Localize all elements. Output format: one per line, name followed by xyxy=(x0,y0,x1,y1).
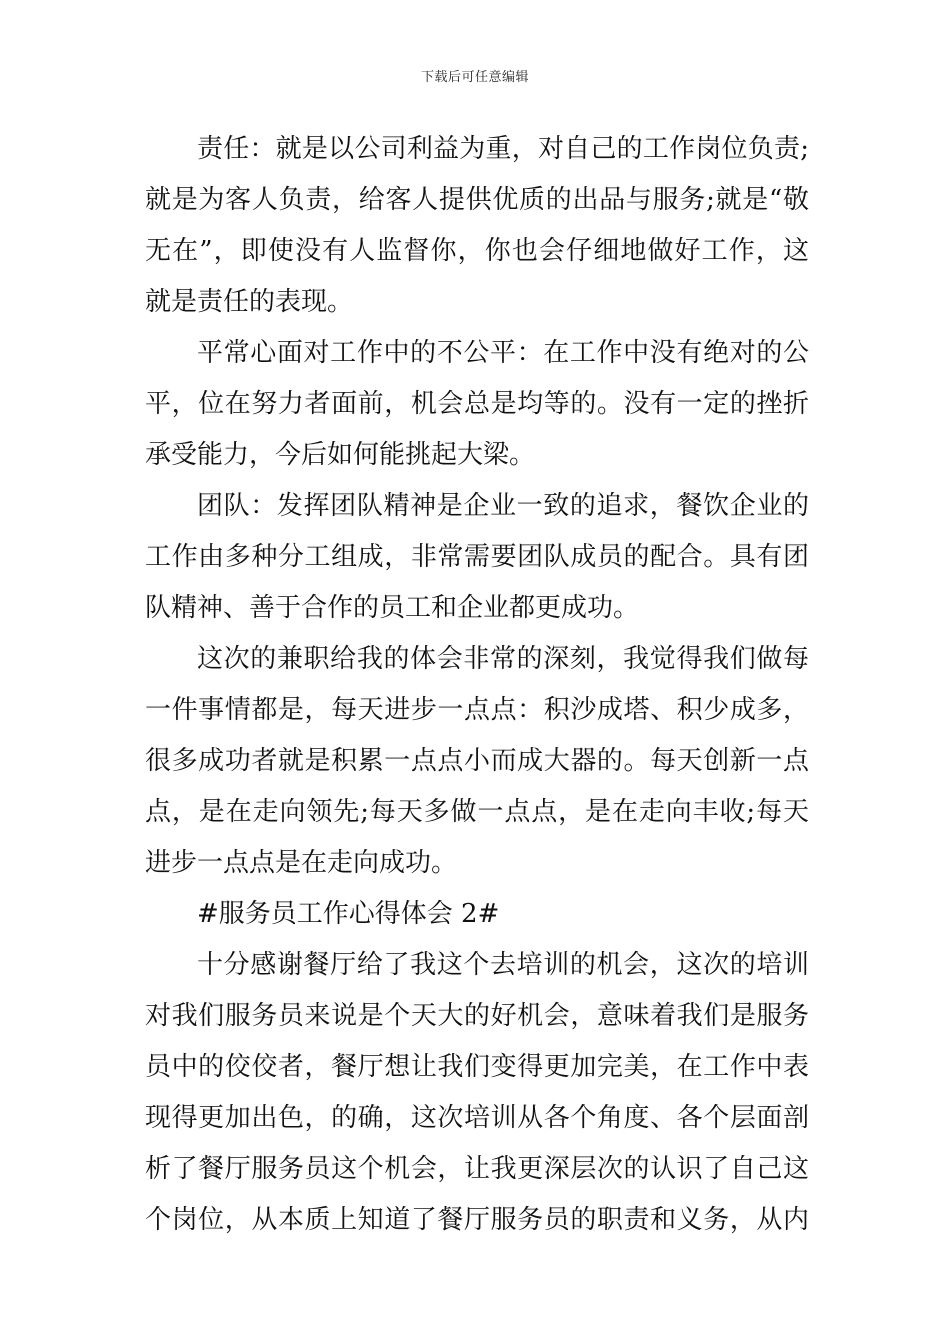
text-line: 析了餐厅服务员这个机会，让我更深层次的认识了自己这 xyxy=(145,1154,809,1184)
document-body xyxy=(145,124,809,1246)
text-line: 责任：就是以公司利益为重，对自己的工作岗位负责; xyxy=(197,134,809,164)
text-line: 就是责任的表现。 xyxy=(145,287,354,317)
text-line: 对我们服务员来说是个天大的好机会，意味着我们是服务 xyxy=(145,1001,809,1031)
text-line: 队精神、善于合作的员工和企业都更成功。 xyxy=(145,593,640,623)
text-line: 就是为客人负责，给客人提供优质的出品与服务;就是“敬 xyxy=(145,185,809,215)
text-line: 平常心面对工作中的不公平：在工作中没有绝对的公 xyxy=(197,338,809,368)
text-line: 员中的佼佼者，餐厅想让我们变得更加完美，在工作中表 xyxy=(145,1052,809,1082)
text-line: 一件事情都是，每天进步一点点：积沙成塔、积少成多， xyxy=(145,695,809,725)
text-line: 个岗位，从本质上知道了餐厅服务员的职责和义务，从内 xyxy=(145,1205,809,1235)
text-line: 进步一点点是在走向成功。 xyxy=(145,848,458,878)
text-line: 工作由多种分工组成，非常需要团队成员的配合。具有团 xyxy=(145,542,809,572)
section-heading: #服务员工作心得体会 2# xyxy=(197,899,500,929)
text-line: 这次的兼职给我的体会非常的深刻，我觉得我们做每 xyxy=(197,644,809,674)
text-line: 很多成功者就是积累一点点小而成大器的。每天创新一点 xyxy=(145,746,809,776)
text-line: 现得更加出色，的确，这次培训从各个角度、各个层面剖 xyxy=(145,1103,809,1133)
header-note: 下载后可任意编辑 xyxy=(420,70,529,85)
text-line: 团队：发挥团队精神是企业一致的追求，餐饮企业的 xyxy=(197,491,809,521)
text-line: 承受能力，今后如何能挑起大梁。 xyxy=(145,440,536,470)
text-line: 十分感谢餐厅给了我这个去培训的机会，这次的培训 xyxy=(197,950,809,980)
text-line: 点，是在走向领先;每天多做一点点，是在走向丰收;每天 xyxy=(145,797,809,827)
text-line: 无在”，即使没有人监督你，你也会仔细地做好工作，这 xyxy=(145,236,809,266)
text-line: 平，位在努力者面前，机会总是均等的。没有一定的挫折 xyxy=(145,389,809,419)
